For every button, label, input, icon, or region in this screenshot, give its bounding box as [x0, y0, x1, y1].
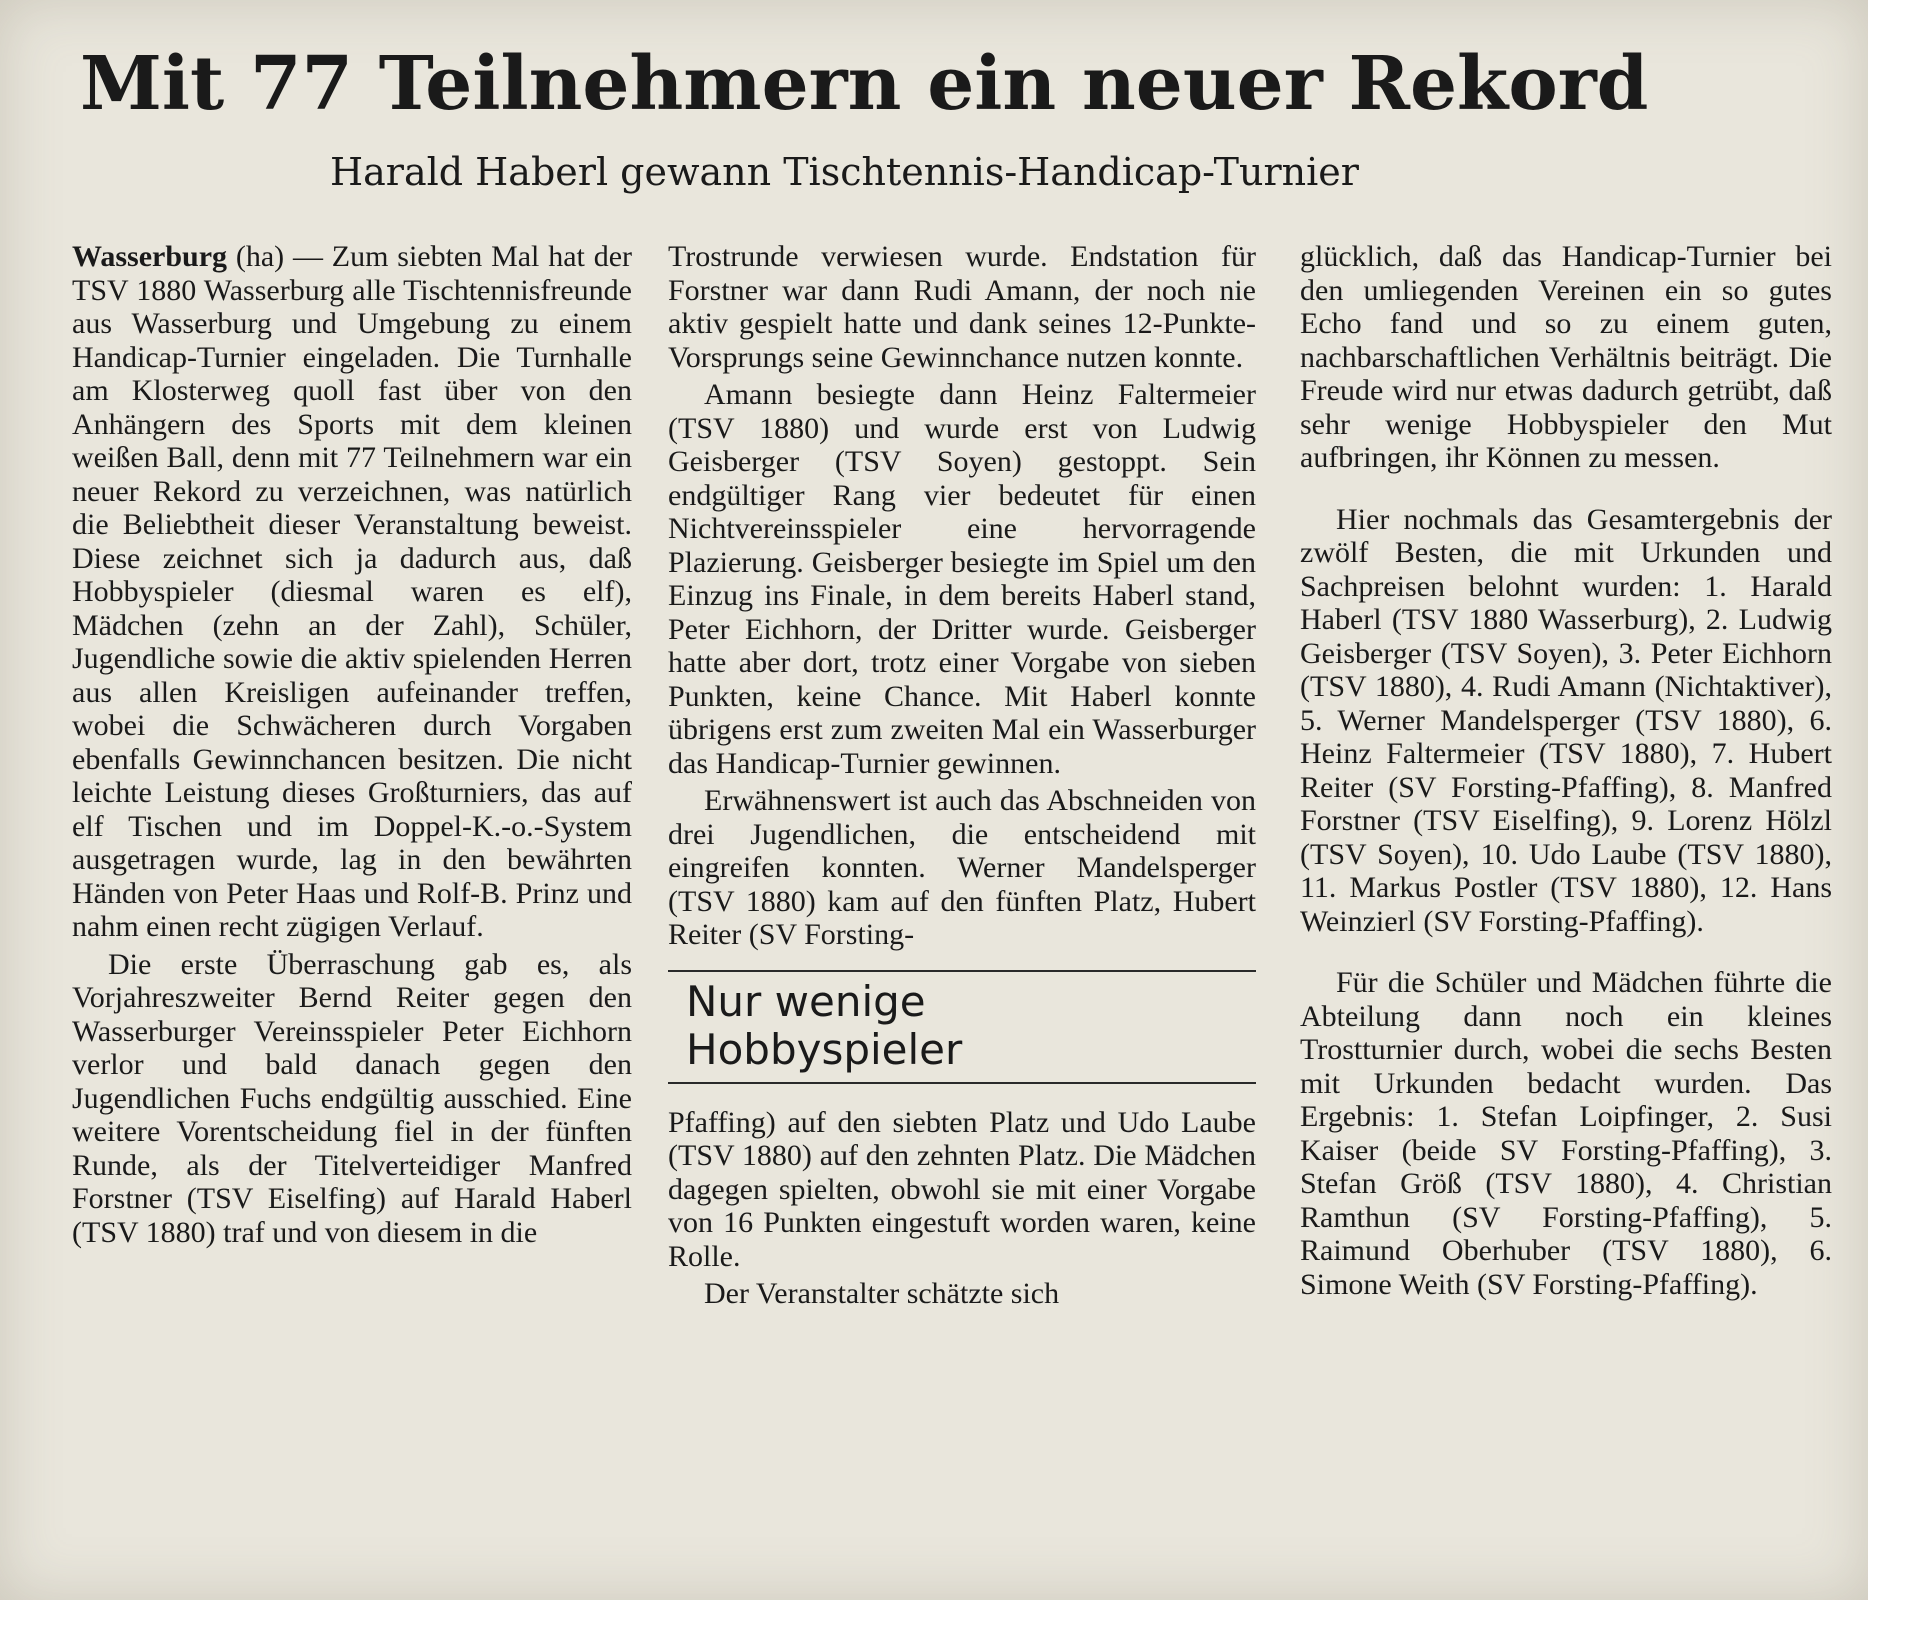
paragraph: Pfaffing) auf den siebten Platz und Udo Laube (TSV 1880) auf den zehnten Platz. Die Mädchen dagegen spielten, obwohl sie mit einer Vorgabe von 16 Punkten eingestuft worden waren, keine Rolle. [668, 1105, 1256, 1273]
paragraph: Erwähnenswert ist auch das Abschneiden von drei Jugendlichen, die entscheidend mit eingreifen konnten. Werner Mandelsperger (TSV 1880) kam auf den fünften Platz, Hubert Reiter (SV Forsting- [668, 784, 1256, 951]
subheading-box [668, 970, 1256, 1084]
paragraph: Amann besiegte dann Heinz Faltermeier (TSV 1880) und wurde erst von Ludwig Geisberger (TSV Soyen) gestoppt. Sein endgültiger Rang vier bedeutet für einen Nichtvereinsspieler eine hervorragende Plazierung. Geisberger besiegte im Spiel um den Einzug ins Finale, in dem bereits Haberl stand, Peter Eichhorn, der Dritter wurde. Geisberger hatte aber dort, trotz einer Vorgabe von sieben Punkten, keine Chance. Mit Haberl konnte übrigens erst zum zweiten Mal ein Wasserburger das Handicap-Turnier gewinnen. [668, 378, 1256, 780]
paragraph: Der Veranstalter schätzte sich [704, 1277, 1060, 1310]
paragraph: Hier nochmals das Gesamtergebnis der zwölf Besten, die mit Urkunden und Sachpreisen belohnt wurden: 1. Harald Haberl (TSV 1880 Wasserburg), 2. Ludwig Geisberger (TSV Soyen), 3. Peter Eichhorn (TSV 1880), 4. Rudi Amann (Nichtaktiver), 5. Werner Mandelsperger (TSV 1880), 6. Heinz Faltermeier (TSV 1880), 7. Hubert Reiter (SV Forsting-Pfaffing), 8. Manfred Forstner (TSV Eiselfing), 9. Lorenz Hölzl (TSV Soyen), 10. Udo Laube (TSV 1880), 11. Markus Postler (TSV 1880), 12. Hans Weinzierl (SV Forsting-Pfaffing). [1300, 502, 1832, 938]
paragraph: Trostrunde verwiesen wurde. Endstation für Forstner war dann Rudi Amann, der noch nie aktiv gespielt hatte und dank seines 12-Punkte-Vorsprungs seine Gewinnchance nutzen konnte. [668, 240, 1256, 374]
paragraph: glücklich, daß das Handicap-Turnier bei den umliegenden Vereinen ein so gutes Echo fand und so zu einem guten, nachbarschaftlichen Verhältnis beiträgt. Die Freude wird nur etwas dadurch getrübt, daß sehr wenige Hobbyspieler den Mut aufbringen, ihr Können zu messen. [1300, 240, 1832, 474]
paragraph [72, 240, 632, 944]
article-column-3 [1300, 240, 1832, 1301]
subheading-line-1: Nur wenige [686, 976, 926, 1026]
subheading-line-2: Hobbyspieler [686, 1024, 963, 1074]
article-column-2 [668, 240, 1256, 1311]
headline: Mit 77 Teilnehmern ein neuer Rekord [80, 41, 1649, 127]
paragraph: Die erste Überraschung gab es, als Vorjahreszweiter Bernd Reiter gegen den Wasserburger Vereinsspieler Peter Eichhorn verlor und bald danach gegen den Jugendlichen Fuchs endgültig ausschied. Eine weitere Vorentscheidung fiel in der fünften Runde, als der Titelverteidiger Manfred Forstner (TSV Eiselfing) auf Harald Haberl (TSV 1880) traf und von diesem in die [72, 947, 632, 1249]
paragraph: Für die Schüler und Mädchen führte die Abteilung dann noch ein kleines Trostturnier durch, wobei die sechs Besten mit Urkunden bedacht wurden. Das Ergebnis: 1. Stefan Loipfinger, 2. Susi Kaiser (beide SV Forsting-Pfaffing), 3. Stefan Größ (TSV 1880), 4. Christian Ramthun (SV Forsting-Pfaffing), 5. Raimund Oberhuber (TSV 1880), 6. Simone Weith (SV Forsting-Pfaffing). [1300, 966, 1832, 1301]
subheadline: Harald Haberl gewann Tischtennis-Handicap-Turnier [330, 150, 1359, 194]
dateline: Wasserburg [72, 240, 228, 273]
paragraph-text: (ha) — Zum siebten Mal hat der TSV 1880 Wasserburg alle Tischtennisfreunde aus Wasserburg und Umgebung zu einem Handicap-Turnier eingeladen. Die Turnhalle am Klosterweg quoll fast über von den Anhängern des Sports mit dem kleinen weißen Ball, denn mit 77 Teilnehmern war ein neuer Rekord zu verzeichnen, was natürlich die Beliebtheit dieser Veranstaltung beweist. Diese zeichnet sich ja dadurch aus, daß Hobbyspieler (diesmal waren es elf), Mädchen (zehn an der Zahl), Schüler, Jugendliche sowie die aktiv spielenden Herren aus allen Kreisligen aufeinander treffen, wobei die Schwächeren durch Vorgaben ebenfalls Gewinnchancen besitzen. Die nicht leichte Leistung dieses Großturniers, das auf elf Tischen und im Doppel-K.-o.-System ausgetragen wurde, lag in den bewährten Händen von Peter Haas und Rolf-B. Prinz und nahm einen recht zügigen Verlauf. [72, 240, 632, 943]
article-column-1 [72, 240, 632, 1249]
